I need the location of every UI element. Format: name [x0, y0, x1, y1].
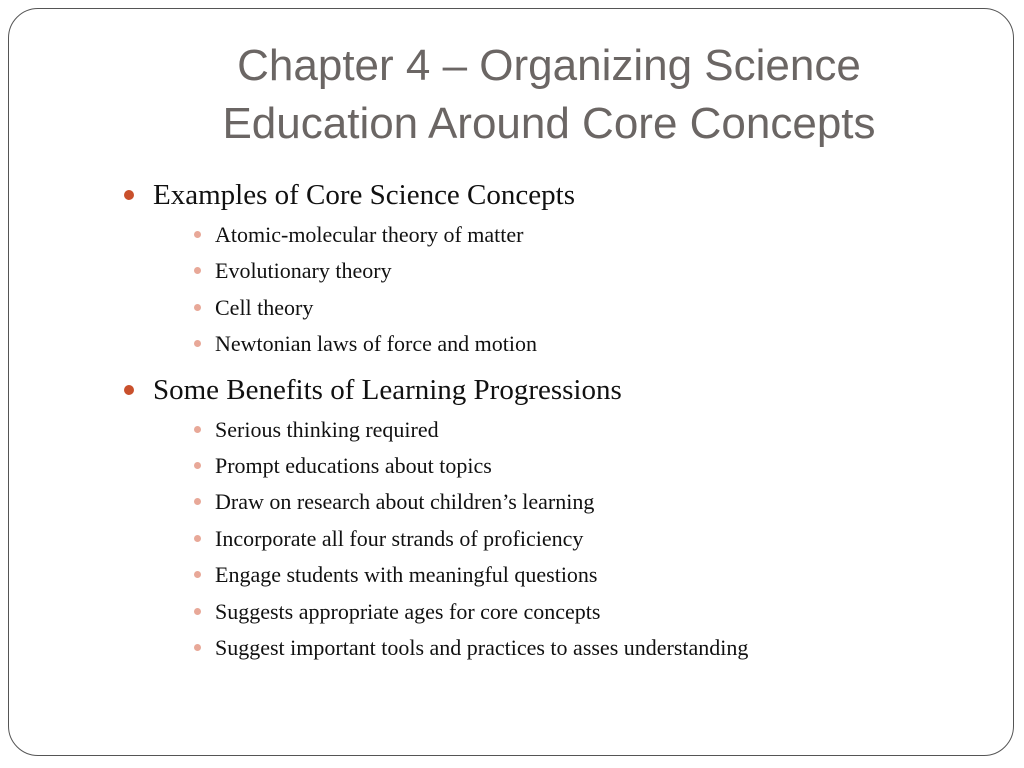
- sub-bullet-item: [121, 484, 981, 520]
- slide-content: [121, 177, 981, 666]
- sub-bullet-text: Engage students with meaningful questions: [215, 562, 598, 588]
- sub-bullet-item: [121, 448, 981, 484]
- sub-bullet-dot-icon: [194, 608, 201, 615]
- slide-title-line-1: Chapter 4 – Organizing Science: [237, 41, 861, 90]
- sub-bullet-item: [121, 326, 981, 362]
- sub-bullet-text: Evolutionary theory: [215, 258, 392, 284]
- sub-bullet-text: Serious thinking required: [215, 416, 439, 442]
- sub-bullet-text: Suggest important tools and practices to asses understanding: [215, 635, 749, 661]
- bullet-dot-icon: [124, 190, 134, 200]
- section-learning-progressions: [121, 372, 981, 667]
- sub-bullet-item: [121, 253, 981, 289]
- sub-bullet-dot-icon: [194, 535, 201, 542]
- sub-bullet-dot-icon: [194, 267, 201, 274]
- sub-bullet-text: Draw on research about children’s learning: [215, 489, 595, 515]
- sub-bullet-list: [121, 217, 981, 363]
- sub-bullet-text: Incorporate all four strands of proficiency: [215, 525, 584, 551]
- bullet-dot-icon: [124, 385, 134, 395]
- sub-bullet-item: [121, 290, 981, 326]
- sub-bullet-item: [121, 557, 981, 593]
- sub-bullet-dot-icon: [194, 304, 201, 311]
- bullet-heading-text: Some Benefits of Learning Progressions: [153, 373, 622, 406]
- sub-bullet-item: [121, 412, 981, 448]
- bullet-heading: [121, 372, 981, 408]
- slide-title-line-2: Education Around Core Concepts: [222, 99, 876, 148]
- sub-bullet-item: [121, 594, 981, 630]
- sub-bullet-item: [121, 217, 981, 253]
- sub-bullet-dot-icon: [194, 571, 201, 578]
- bullet-heading: [121, 177, 981, 213]
- sub-bullet-dot-icon: [194, 644, 201, 651]
- slide-title: [129, 37, 969, 153]
- sub-bullet-text: Atomic-molecular theory of matter: [215, 222, 524, 247]
- sub-bullet-dot-icon: [194, 462, 201, 469]
- sub-bullet-dot-icon: [194, 426, 201, 433]
- bullet-heading-text: Examples of Core Science Concepts: [153, 179, 575, 211]
- sub-bullet-list: [121, 412, 981, 667]
- sub-bullet-text: Suggests appropriate ages for core concepts: [215, 598, 601, 624]
- sub-bullet-dot-icon: [194, 340, 201, 347]
- sub-bullet-dot-icon: [194, 498, 201, 505]
- section-core-concepts: [121, 177, 981, 363]
- sub-bullet-item: [121, 630, 981, 666]
- sub-bullet-dot-icon: [194, 231, 201, 238]
- sub-bullet-text: Cell theory: [215, 294, 314, 320]
- sub-bullet-text: Newtonian laws of force and motion: [215, 331, 537, 357]
- slide-frame: [8, 8, 1014, 756]
- sub-bullet-text: Prompt educations about topics: [215, 453, 492, 479]
- sub-bullet-item: [121, 521, 981, 557]
